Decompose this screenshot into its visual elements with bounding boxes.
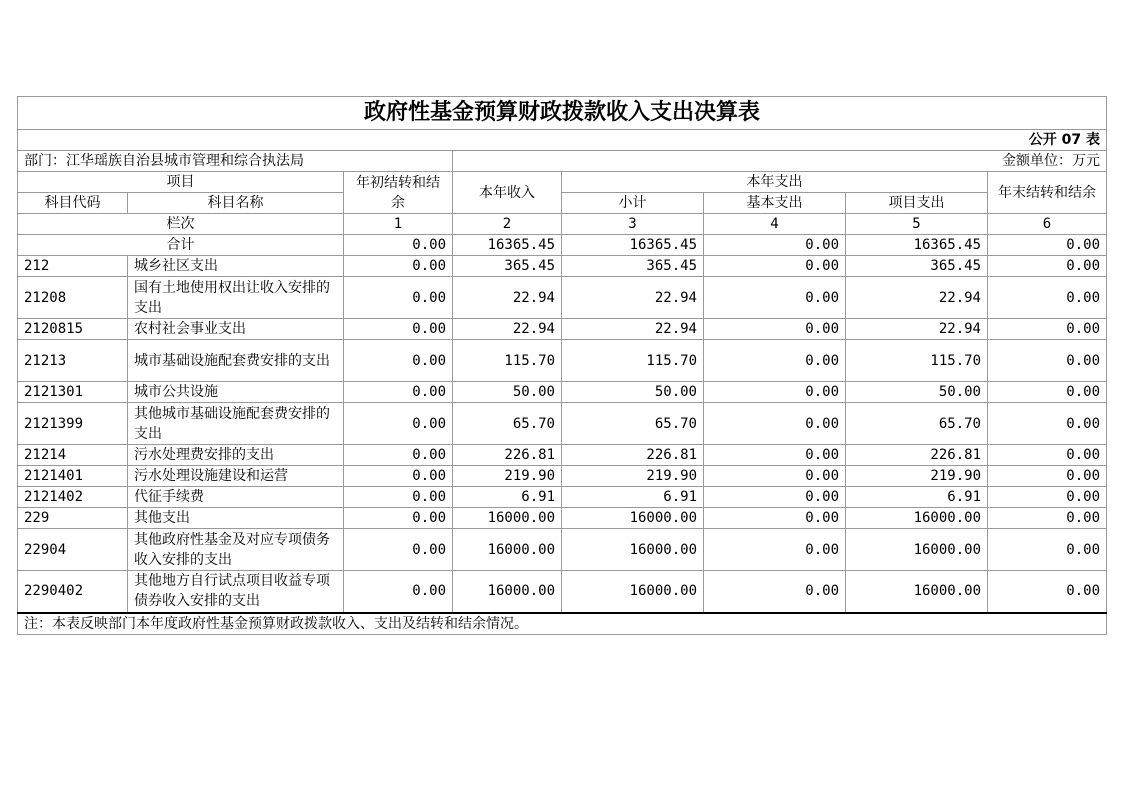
row-subtotal: 226.81 xyxy=(562,445,704,466)
row-name: 城市公共设施 xyxy=(128,382,344,403)
table-row xyxy=(18,508,1107,529)
header-basic: 基本支出 xyxy=(704,193,846,214)
total-v3: 16365.45 xyxy=(562,235,704,256)
row-code: 229 xyxy=(18,508,128,529)
row-income: 219.90 xyxy=(453,466,562,487)
row-income: 16000.00 xyxy=(453,571,562,613)
table-row xyxy=(18,277,1107,319)
table-row xyxy=(18,571,1107,613)
header-expenditure: 本年支出 xyxy=(562,172,988,193)
header-income: 本年收入 xyxy=(453,172,562,214)
col-no-5: 5 xyxy=(846,214,988,235)
row-begin-balance: 0.00 xyxy=(344,571,453,613)
row-end-balance: 0.00 xyxy=(988,340,1107,382)
header-subtotal: 小计 xyxy=(562,193,704,214)
row-end-balance: 0.00 xyxy=(988,487,1107,508)
row-begin-balance: 0.00 xyxy=(344,508,453,529)
row-begin-balance: 0.00 xyxy=(344,487,453,508)
row-subtotal: 16000.00 xyxy=(562,571,704,613)
table-row xyxy=(18,340,1107,382)
row-subtotal: 22.94 xyxy=(562,277,704,319)
row-begin-balance: 0.00 xyxy=(344,445,453,466)
footnote: 注：本表反映部门本年度政府性基金预算财政拨款收入、支出及结转和结余情况。 xyxy=(18,613,1107,635)
row-code: 2290402 xyxy=(18,571,128,613)
row-income: 6.91 xyxy=(453,487,562,508)
row-project-exp: 16000.00 xyxy=(846,571,988,613)
row-name: 污水处理费安排的支出 xyxy=(128,445,344,466)
row-end-balance: 0.00 xyxy=(988,508,1107,529)
row-basic: 0.00 xyxy=(704,382,846,403)
total-row xyxy=(18,235,1107,256)
row-basic: 0.00 xyxy=(704,466,846,487)
table-row xyxy=(18,256,1107,277)
row-income: 115.70 xyxy=(453,340,562,382)
row-project-exp: 65.70 xyxy=(846,403,988,445)
row-code: 21214 xyxy=(18,445,128,466)
table-row xyxy=(18,403,1107,445)
row-name: 其他政府性基金及对应专项债务收入安排的支出 xyxy=(128,529,344,571)
total-v4: 0.00 xyxy=(704,235,846,256)
form-code: 公开 07 表 xyxy=(18,130,1107,151)
row-end-balance: 0.00 xyxy=(988,466,1107,487)
row-income: 16000.00 xyxy=(453,508,562,529)
table-row xyxy=(18,319,1107,340)
row-project-exp: 50.00 xyxy=(846,382,988,403)
row-income: 22.94 xyxy=(453,319,562,340)
total-v2: 16365.45 xyxy=(453,235,562,256)
row-name: 城乡社区支出 xyxy=(128,256,344,277)
budget-table xyxy=(17,96,1107,635)
row-basic: 0.00 xyxy=(704,529,846,571)
row-code: 2121399 xyxy=(18,403,128,445)
row-begin-balance: 0.00 xyxy=(344,277,453,319)
row-subtotal: 16000.00 xyxy=(562,529,704,571)
row-basic: 0.00 xyxy=(704,256,846,277)
row-end-balance: 0.00 xyxy=(988,571,1107,613)
row-subtotal: 219.90 xyxy=(562,466,704,487)
total-v1: 0.00 xyxy=(344,235,453,256)
row-code: 22904 xyxy=(18,529,128,571)
row-project-exp: 226.81 xyxy=(846,445,988,466)
header-end-balance: 年末结转和结余 xyxy=(988,172,1107,214)
row-end-balance: 0.00 xyxy=(988,445,1107,466)
row-basic: 0.00 xyxy=(704,403,846,445)
row-project-exp: 365.45 xyxy=(846,256,988,277)
col-no-1: 1 xyxy=(344,214,453,235)
row-project-exp: 6.91 xyxy=(846,487,988,508)
header-code: 科目代码 xyxy=(18,193,128,214)
row-begin-balance: 0.00 xyxy=(344,529,453,571)
row-subtotal: 6.91 xyxy=(562,487,704,508)
row-begin-balance: 0.00 xyxy=(344,403,453,445)
row-income: 50.00 xyxy=(453,382,562,403)
row-name: 国有土地使用权出让收入安排的支出 xyxy=(128,277,344,319)
row-income: 365.45 xyxy=(453,256,562,277)
row-code: 212 xyxy=(18,256,128,277)
col-no-2: 2 xyxy=(453,214,562,235)
row-begin-balance: 0.00 xyxy=(344,382,453,403)
row-end-balance: 0.00 xyxy=(988,277,1107,319)
row-end-balance: 0.00 xyxy=(988,319,1107,340)
col-no-6: 6 xyxy=(988,214,1107,235)
col-no-4: 4 xyxy=(704,214,846,235)
row-basic: 0.00 xyxy=(704,277,846,319)
row-subtotal: 115.70 xyxy=(562,340,704,382)
header-project-exp: 项目支出 xyxy=(846,193,988,214)
col-no-3: 3 xyxy=(562,214,704,235)
row-begin-balance: 0.00 xyxy=(344,319,453,340)
header-begin-balance: 年初结转和结余 xyxy=(344,172,453,214)
row-basic: 0.00 xyxy=(704,340,846,382)
row-project-exp: 115.70 xyxy=(846,340,988,382)
department-label: 部门：江华瑶族自治县城市管理和综合执法局 xyxy=(18,151,453,172)
row-code: 2121402 xyxy=(18,487,128,508)
total-v6: 0.00 xyxy=(988,235,1107,256)
row-code: 2121301 xyxy=(18,382,128,403)
row-income: 16000.00 xyxy=(453,529,562,571)
row-basic: 0.00 xyxy=(704,445,846,466)
row-end-balance: 0.00 xyxy=(988,382,1107,403)
row-end-balance: 0.00 xyxy=(988,256,1107,277)
row-name: 其他城市基础设施配套费安排的支出 xyxy=(128,403,344,445)
row-name: 污水处理设施建设和运营 xyxy=(128,466,344,487)
row-basic: 0.00 xyxy=(704,487,846,508)
row-begin-balance: 0.00 xyxy=(344,466,453,487)
row-basic: 0.00 xyxy=(704,571,846,613)
header-column-no: 栏次 xyxy=(18,214,344,235)
row-end-balance: 0.00 xyxy=(988,403,1107,445)
table-row xyxy=(18,382,1107,403)
row-begin-balance: 0.00 xyxy=(344,340,453,382)
total-label: 合计 xyxy=(18,235,344,256)
row-basic: 0.00 xyxy=(704,508,846,529)
budget-sheet xyxy=(17,96,1106,635)
row-subtotal: 65.70 xyxy=(562,403,704,445)
total-v5: 16365.45 xyxy=(846,235,988,256)
row-income: 65.70 xyxy=(453,403,562,445)
row-subtotal: 16000.00 xyxy=(562,508,704,529)
row-code: 2120815 xyxy=(18,319,128,340)
row-name: 其他地方自行试点项目收益专项债券收入安排的支出 xyxy=(128,571,344,613)
table-row xyxy=(18,445,1107,466)
row-code: 21213 xyxy=(18,340,128,382)
row-subtotal: 22.94 xyxy=(562,319,704,340)
row-name: 农村社会事业支出 xyxy=(128,319,344,340)
table-row xyxy=(18,529,1107,571)
row-income: 226.81 xyxy=(453,445,562,466)
unit-label: 金额单位：万元 xyxy=(453,151,1107,172)
table-title: 政府性基金预算财政拨款收入支出决算表 xyxy=(18,97,1107,130)
header-project: 项目 xyxy=(18,172,344,193)
header-name: 科目名称 xyxy=(128,193,344,214)
row-code: 21208 xyxy=(18,277,128,319)
row-name: 城市基础设施配套费安排的支出 xyxy=(128,340,344,382)
row-project-exp: 219.90 xyxy=(846,466,988,487)
row-begin-balance: 0.00 xyxy=(344,256,453,277)
row-subtotal: 365.45 xyxy=(562,256,704,277)
row-project-exp: 22.94 xyxy=(846,277,988,319)
row-basic: 0.00 xyxy=(704,319,846,340)
row-code: 2121401 xyxy=(18,466,128,487)
row-project-exp: 16000.00 xyxy=(846,529,988,571)
table-row xyxy=(18,466,1107,487)
row-name: 代征手续费 xyxy=(128,487,344,508)
row-name: 其他支出 xyxy=(128,508,344,529)
row-project-exp: 22.94 xyxy=(846,319,988,340)
row-end-balance: 0.00 xyxy=(988,529,1107,571)
table-row xyxy=(18,487,1107,508)
row-project-exp: 16000.00 xyxy=(846,508,988,529)
row-subtotal: 50.00 xyxy=(562,382,704,403)
row-income: 22.94 xyxy=(453,277,562,319)
